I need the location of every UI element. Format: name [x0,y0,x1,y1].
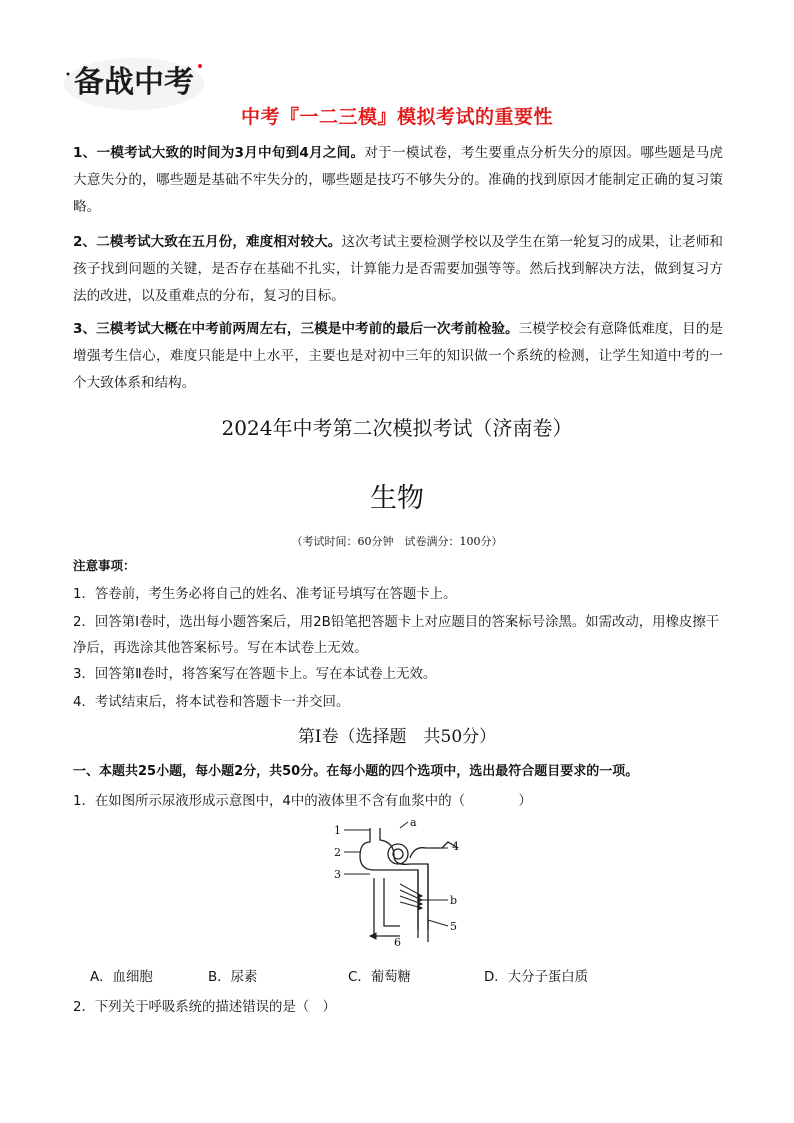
figure-label-a: a [410,818,417,829]
q1-option-d: D．大分子蛋白质 [484,970,589,985]
promo-paragraph-1-lead: 1、一模考试大致的时间为3月中旬到4月之间。 [73,145,365,161]
q1-option-c: C．葡萄糖 [348,970,411,985]
figure-label-3: 3 [334,868,341,881]
promo-paragraph-3-body: 三模学校会有意降低难度，目的是增强考生信心，难度只能是中上水平，主要也是对初中三年的知识做一个系统的检测，让学生知道中考的一个大致体系和结构。 [73,321,723,391]
notes-heading: 注意事项： [73,558,136,573]
promo-paragraph-2 [73,229,723,310]
promo-paragraph-1-body: 对于一模试卷，考生要重点分析失分的原因。哪些题是马虎大意失分的，哪些题是基础不牢失分的，哪些题是技巧不够失分的。准确的找到原因才能制定正确的复习策略。 [73,145,724,215]
promo-paragraph-3 [73,316,723,397]
note-3: 3．回答第Ⅱ卷时，将答案写在答题卡上。写在本试卷上无效。 [73,667,437,682]
figure-label-5: 5 [450,920,457,933]
urine-formation-figure [330,818,470,946]
promo-paragraph-3-lead: 3、三模考试大概在中考前两周左右，三模是中考前的最后一次考前检验。 [73,321,519,337]
figure-label-1: 1 [334,824,341,837]
logo-text: 备战中考 [74,65,194,100]
section-title: 第Ⅰ卷（选择题 共50分） [297,727,497,747]
q1-option-a: A．血细胞 [90,970,153,985]
exam-title: 2024年中考第二次模拟考试（济南卷） [221,416,573,440]
figure-label-2: 2 [334,846,341,859]
promo-title: 中考『一二三模』模拟考试的重要性 [240,106,553,128]
figure-label-4: 4 [452,840,459,853]
promo-paragraph-2-body: 这次考试主要检测学校以及学生在第一轮复习的成果，让老师和孩子找到问题的关键，是否存在基础不扎实，计算能力是否需要加强等等。然后找到解决方法，做到复习方法的改进，以及重难点的分布，复习的目标。 [73,234,723,304]
exam-info: （考试时间：60分钟 试卷满分：100分） [291,535,503,548]
figure-label-6: 6 [394,936,401,946]
exam-subject: 生物 [370,483,424,514]
figure-label-b: b [450,894,458,907]
note-1: 1．答卷前，考生务必将自己的姓名、准考证号填写在答题卡上。 [73,587,457,602]
promo-paragraph-2-lead: 2、二模考试大致在五月份，难度相对较大。 [73,234,342,250]
note-4: 4．考试结束后，将本试卷和答题卡一并交回。 [73,695,350,710]
section-instruction: 一、本题共25小题，每小题2分，共50分。在每小题的四个选项中，选出最符合题目要求的一项。 [73,764,639,779]
promo-paragraph-1 [73,140,723,221]
question-2: 2．下列关于呼吸系统的描述错误的是（ ） [73,1000,336,1015]
q1-option-b: B．尿素 [208,970,258,985]
question-1: 1．在如图所示尿液形成示意图中，4中的液体里不含有血浆中的（ ） [73,794,532,809]
note-2: 2．回答第Ⅰ卷时，选出每小题答案后，用2B铅笔把答题卡上对应题目的答案标号涂黑。如需改动，用橡皮擦干净后，再选涂其他答案标号。写在本试卷上无效。 [73,615,720,656]
